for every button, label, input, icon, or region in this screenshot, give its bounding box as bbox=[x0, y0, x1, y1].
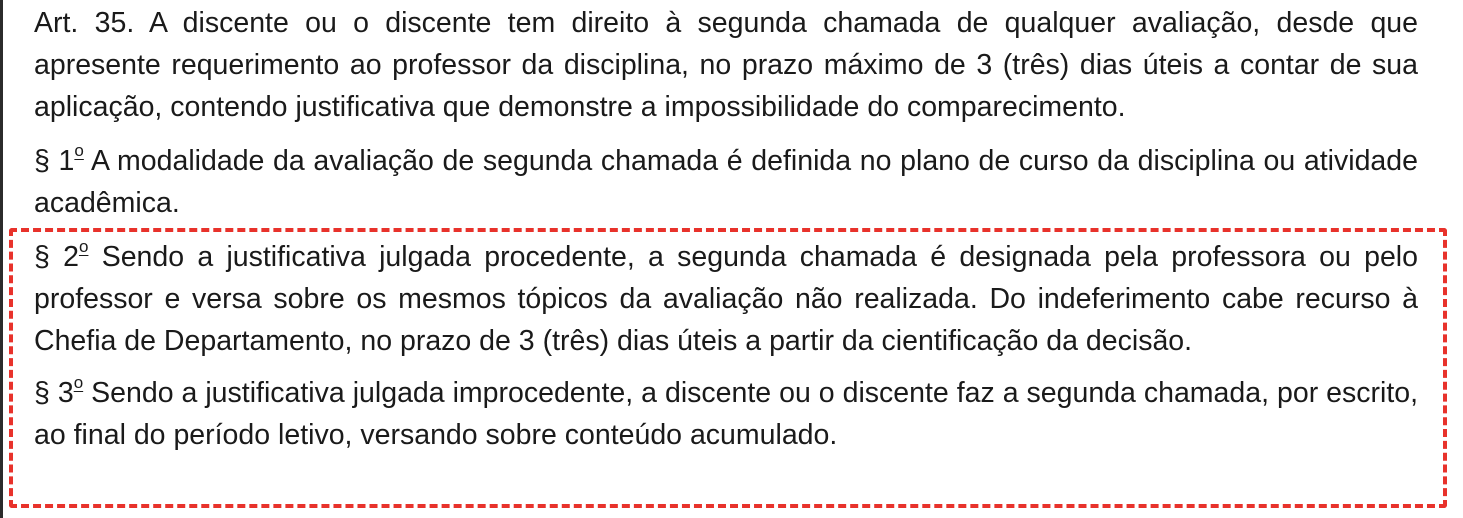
paragraph-1 bbox=[34, 140, 1418, 224]
paragraph-1-symbol: § 1 bbox=[34, 145, 75, 177]
document-body bbox=[34, 2, 1418, 456]
paragraph-3-ordinal: o bbox=[73, 373, 84, 392]
article-35 bbox=[34, 2, 1418, 128]
paragraph-2 bbox=[34, 236, 1418, 362]
paragraph-3 bbox=[34, 372, 1418, 456]
paragraph-2-ordinal: o bbox=[78, 237, 89, 256]
paragraph-2-text: Sendo a justificativa julgada procedente, a segunda chamada é designada pela professora ou pelo professor e versa sobre os mesmos tópicos da avaliação não realizada. Do indeferimento cabe recurso à Chefia de Departamento, no prazo de 3 (três) dias úteis a partir da cientificação da decisão. bbox=[34, 241, 1418, 357]
paragraph-1-text: A modalidade da avaliação de segunda chamada é definida no plano de curso da disciplina ou atividade acadêmica. bbox=[34, 145, 1418, 219]
paragraph-3-text: Sendo a justificativa julgada improcedente, a discente ou o discente faz a segunda chamada, por escrito, ao final do período letivo, versando sobre conteúdo acumulado. bbox=[34, 377, 1419, 451]
article-35-text: Art. 35. A discente ou o discente tem direito à segunda chamada de qualquer avaliação, desde que apresente requerimento ao professor da disciplina, no prazo máximo de 3 (três) dias úteis a contar de sua aplicação, contendo justificativa que demonstre a impossibilidade do comparecimento. bbox=[34, 7, 1418, 123]
paragraph-1-ordinal: o bbox=[74, 141, 84, 160]
paragraph-2-symbol: § 2 bbox=[34, 241, 79, 273]
page-left-border bbox=[0, 0, 3, 518]
paragraph-3-symbol: § 3 bbox=[34, 377, 74, 409]
